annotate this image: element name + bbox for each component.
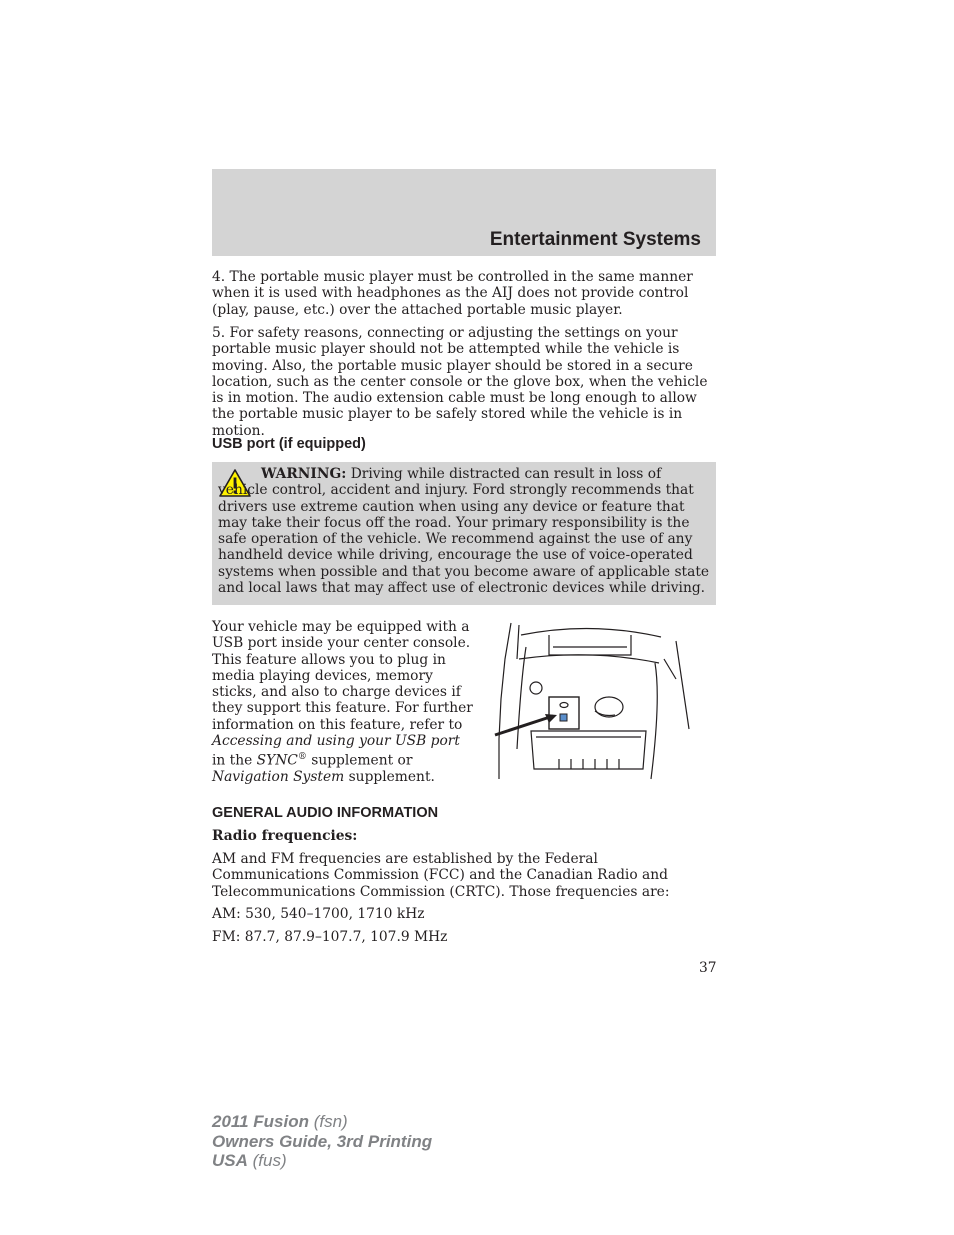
footer <box>212 1112 432 1171</box>
warning-text <box>218 466 710 596</box>
footer-market: USA <box>212 1151 248 1170</box>
usb-body-1: Your vehicle may be equipped with a USB port inside your center console. This feature allows you to plug in media playing devices, memory sticks, and also to charge devices if they support this feature. For further information on this feature, refer to <box>212 619 473 733</box>
registered-mark: ® <box>297 752 307 763</box>
radio-frequencies-subheading: Radio frequencies: <box>212 828 358 844</box>
paragraph-4: 4. The portable music player must be controlled in the same manner when it is used with headphones as the AIJ does not provide control (play, pause, etc.) over the attached portable music player. <box>212 269 693 318</box>
paragraph-5: 5. For safety reasons, connecting or adjusting the settings on your portable music player should not be attempted while the vehicle is moving. Also, the portable music player should be stored in a secure location, such as the center console or the glove box, when the vehicle is in motion. The audio extension cable must be long enough to allow the portable music player to be safely stored while the vehicle is in motion. <box>212 325 708 439</box>
usb-ref-2: SYNC <box>256 752 298 769</box>
usb-body-3: supplement or <box>306 752 413 769</box>
warning-box <box>212 462 716 605</box>
footer-model-code: (fsn) <box>309 1112 348 1131</box>
page-number: 37 <box>699 960 717 976</box>
usb-port-illustration <box>491 619 701 784</box>
footer-market-code: (fus) <box>247 1151 287 1170</box>
footer-model: 2011 Fusion <box>212 1112 309 1131</box>
footer-guide: Owners Guide, 3rd Printing <box>212 1131 433 1151</box>
section-title: Entertainment Systems <box>489 229 701 250</box>
usb-description <box>212 619 474 786</box>
paragraph-5-block <box>212 325 716 439</box>
footer-line-2 <box>212 1132 432 1152</box>
fm-frequencies: FM: 87.7, 87.9–107.7, 107.9 MHz <box>212 929 448 945</box>
audio-heading: GENERAL AUDIO INFORMATION <box>212 805 439 821</box>
paragraph-4-block <box>212 269 716 318</box>
usb-body-2: in the <box>212 752 257 769</box>
section-header-band <box>212 169 716 256</box>
warning-label: WARNING: <box>261 466 347 482</box>
audio-body-block <box>212 851 716 900</box>
audio-body: AM and FM frequencies are established by the Federal Communications Commission (FCC) and the Canadian Radio and Telecommunications Commission (CRTC). Those frequencies are: <box>212 851 670 900</box>
warning-body: Driving while distracted can result in loss of vehicle control, accident and injury. Ford strongly recommends that drivers use extreme caution when using any device or feature that may take their focus off the road. Your primary responsibility is the safe operation of the vehicle. We recommend against the use of any handheld device while driving, encourage the use of voice-operated systems when possible and that you become aware of applicable state and local laws that may affect use of electronic devices while driving. <box>218 466 710 597</box>
usb-ref-3: Navigation System <box>212 769 345 786</box>
footer-line-3 <box>212 1151 432 1171</box>
usb-ref-1: Accessing and using your USB port <box>212 733 460 750</box>
usb-body-4: supplement. <box>344 769 435 786</box>
footer-line-1 <box>212 1112 432 1132</box>
am-frequencies: AM: 530, 540–1700, 1710 kHz <box>212 906 425 922</box>
usb-heading: USB port (if equipped) <box>212 436 366 452</box>
